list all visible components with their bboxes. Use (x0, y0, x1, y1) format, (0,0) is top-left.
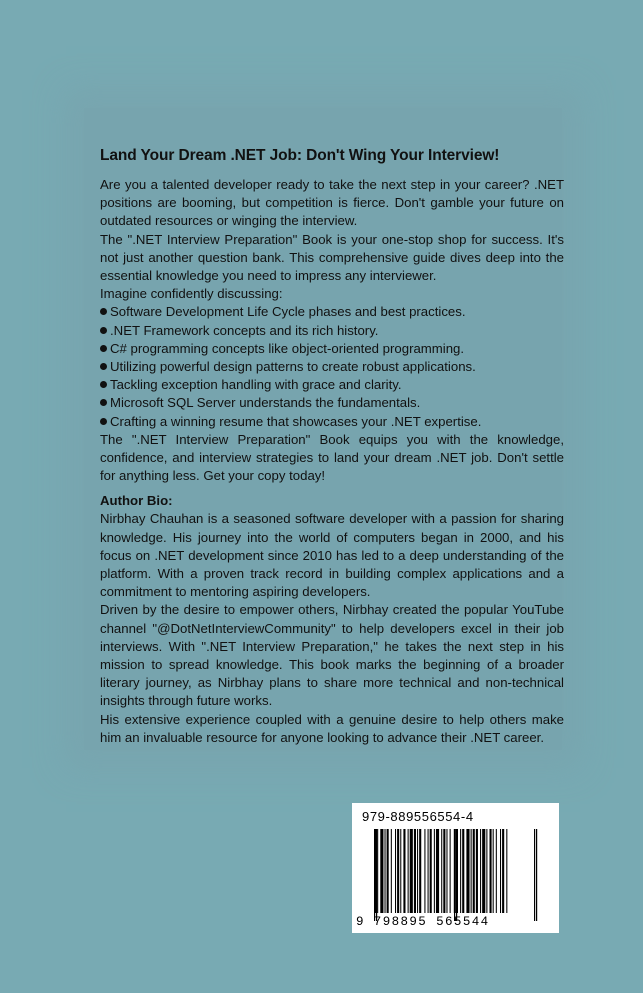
bullet-icon (100, 399, 107, 406)
book-pitch-paragraph: The ".NET Interview Preparation" Book is your one-stop shop for success. It's not just another question bank. This comprehensive guide dives deep into the essential knowledge you need to impress any interviewer. (100, 231, 564, 284)
bio-paragraph-3: His extensive experience coupled with a genuine desire to help others make him an invaluable resource for anyone looking to advance their .NET career. (100, 711, 564, 745)
barcode-icon (358, 829, 554, 921)
imagine-line: Imagine confidently discussing: (100, 286, 283, 302)
bio-paragraph-1: Nirbhay Chauhan is a seasoned software developer with a passion for sharing knowledge. His journey into the world of computers began in 2000, and his focus on .NET development since 2010 has led to a deep understanding of the platform. With a proven track record in building complex applications and a commitment to mentoring aspiring developers. (100, 511, 564, 600)
list-item: Utilizing powerful design patterns to create robust applications. (100, 358, 564, 376)
list-item: C# programming concepts like object-oriented programming. (100, 340, 564, 358)
topic-list (100, 303, 564, 430)
bullet-icon (100, 381, 107, 388)
bio-paragraph-2: Driven by the desire to empower others, Nirbhay created the popular YouTube channel "@DotNetInterviewCommunity" to help developers excel in their job interviews. With ".NET Interview Preparation," he takes the next step in his mission to spread knowledge. This book marks the beginning of a broader literary journey, as Nirbhay plans to share more technical and non-technical insights through future works. (100, 602, 564, 709)
intro-paragraph: Are you a talented developer ready to take the next step in your career? .NET positions are booming, but competition is fierce. Don't gamble your future on outdated resources or winging the interview. (100, 177, 564, 229)
bullet-icon (100, 345, 107, 352)
back-cover-text (100, 146, 564, 747)
list-item: Tackling exception handling with grace and clarity. (100, 376, 564, 394)
barcode-digits: 9 798895 565544 (356, 915, 490, 929)
author-bio-heading: Author Bio: (100, 493, 173, 509)
list-item: Software Development Life Cycle phases and best practices. (100, 303, 564, 321)
closing-paragraph: The ".NET Interview Preparation" Book equips you with the knowledge, confidence, and interview strategies to land your dream .NET job. Don't settle for anything less. Get your copy today! (100, 431, 564, 484)
list-item: Microsoft SQL Server understands the fundamentals. (100, 394, 564, 412)
list-item: Crafting a winning resume that showcases your .NET expertise. (100, 413, 564, 431)
isbn-barcode (352, 803, 559, 933)
bullet-icon (100, 327, 107, 334)
bullet-icon (100, 418, 107, 425)
bullet-icon (100, 308, 107, 315)
bullet-icon (100, 363, 107, 370)
isbn-number: 979-889556554-4 (362, 809, 474, 824)
list-item: .NET Framework concepts and its rich history. (100, 322, 564, 340)
page-title: Land Your Dream .NET Job: Don't Wing Your Interview! (100, 147, 500, 164)
